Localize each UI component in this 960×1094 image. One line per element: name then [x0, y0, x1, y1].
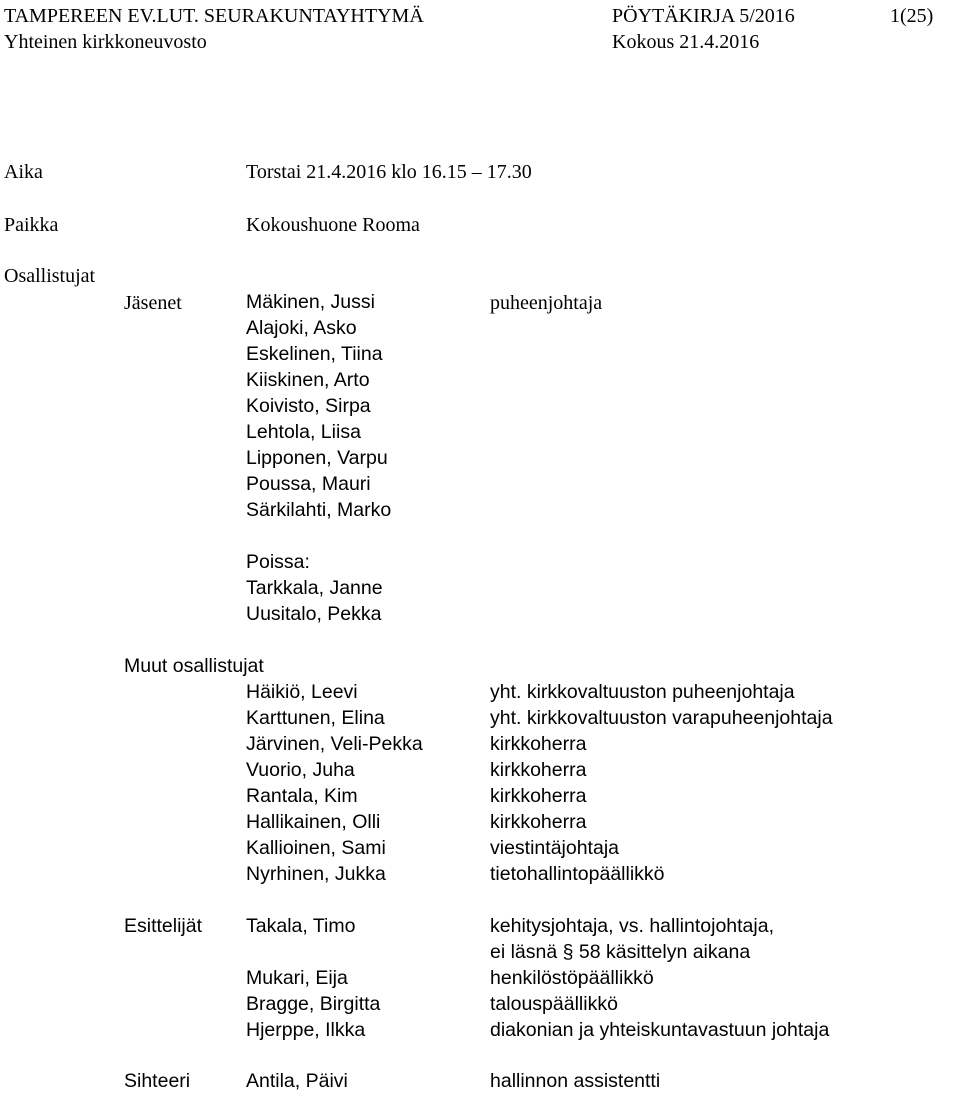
other-role: viestintäjohtaja	[490, 837, 619, 859]
member-name: Lehtola, Liisa	[246, 421, 361, 443]
header-meeting: Kokous 21.4.2016	[612, 31, 760, 53]
presenter-role: diakonian ja yhteiskuntavastuun johtaja	[490, 1019, 830, 1041]
secretary-role: hallinnon assistentti	[490, 1070, 661, 1092]
secretary-name: Antila, Päivi	[246, 1070, 348, 1092]
header-doc-number: PÖYTÄKIRJA 5/2016	[612, 5, 795, 27]
time-value: Torstai 21.4.2016 klo 16.15 – 17.30	[246, 161, 532, 183]
secretary-label: Sihteeri	[124, 1070, 191, 1092]
presenter-name: Hjerppe, Ilkka	[246, 1019, 366, 1041]
other-role: tietohallintopäällikkö	[490, 863, 665, 885]
other-role: kirkkoherra	[490, 785, 587, 807]
other-name: Häikiö, Leevi	[246, 681, 358, 703]
other-name: Karttunen, Elina	[246, 707, 385, 729]
header-org: TAMPEREEN EV.LUT. SEURAKUNTAYHTYMÄ	[4, 5, 424, 27]
presenter-name: Takala, Timo	[246, 915, 356, 937]
others-label: Muut osallistujat	[124, 655, 264, 677]
member-name: Kiiskinen, Arto	[246, 369, 370, 391]
presenter-name: Mukari, Eija	[246, 967, 348, 989]
other-role: kirkkoherra	[490, 733, 587, 755]
other-name: Vuorio, Juha	[246, 759, 355, 781]
participants-label: Osallistujat	[4, 265, 96, 287]
other-name: Nyrhinen, Jukka	[246, 863, 386, 885]
member-name: Koivisto, Sirpa	[246, 395, 371, 417]
chair-role: puheenjohtaja	[490, 292, 603, 314]
presenter-role: kehitysjohtaja, vs. hallintojohtaja,	[490, 915, 774, 937]
presenter-role-note: ei läsnä § 58 käsittelyn aikana	[490, 941, 751, 963]
other-role: yht. kirkkovaltuuston varapuheenjohtaja	[490, 707, 833, 729]
other-name: Rantala, Kim	[246, 785, 358, 807]
other-name: Hallikainen, Olli	[246, 811, 381, 833]
presenter-role: talouspäällikkö	[490, 993, 618, 1015]
place-value: Kokoushuone Rooma	[246, 214, 420, 236]
other-name: Järvinen, Veli-Pekka	[246, 733, 423, 755]
member-name: Särkilahti, Marko	[246, 499, 392, 521]
member-name: Poussa, Mauri	[246, 473, 371, 495]
header-page-number: 1(25)	[890, 5, 934, 27]
member-name: Lipponen, Varpu	[246, 447, 388, 469]
member-name: Alajoki, Asko	[246, 317, 357, 339]
member-name: Eskelinen, Tiina	[246, 343, 383, 365]
absent-label: Poissa:	[246, 551, 310, 573]
other-role: kirkkoherra	[490, 759, 587, 781]
absent-name: Uusitalo, Pekka	[246, 603, 382, 625]
absent-name: Tarkkala, Janne	[246, 577, 383, 599]
other-role: yht. kirkkovaltuuston puheenjohtaja	[490, 681, 795, 703]
members-label: Jäsenet	[124, 292, 182, 314]
header-body: Yhteinen kirkkoneuvosto	[4, 31, 207, 53]
time-label: Aika	[4, 161, 43, 183]
other-name: Kallioinen, Sami	[246, 837, 386, 859]
presenters-label: Esittelijät	[124, 915, 203, 937]
member-name: Mäkinen, Jussi	[246, 291, 375, 313]
presenter-role: henkilöstöpäällikkö	[490, 967, 654, 989]
presenter-name: Bragge, Birgitta	[246, 993, 381, 1015]
place-label: Paikka	[4, 214, 59, 236]
other-role: kirkkoherra	[490, 811, 587, 833]
